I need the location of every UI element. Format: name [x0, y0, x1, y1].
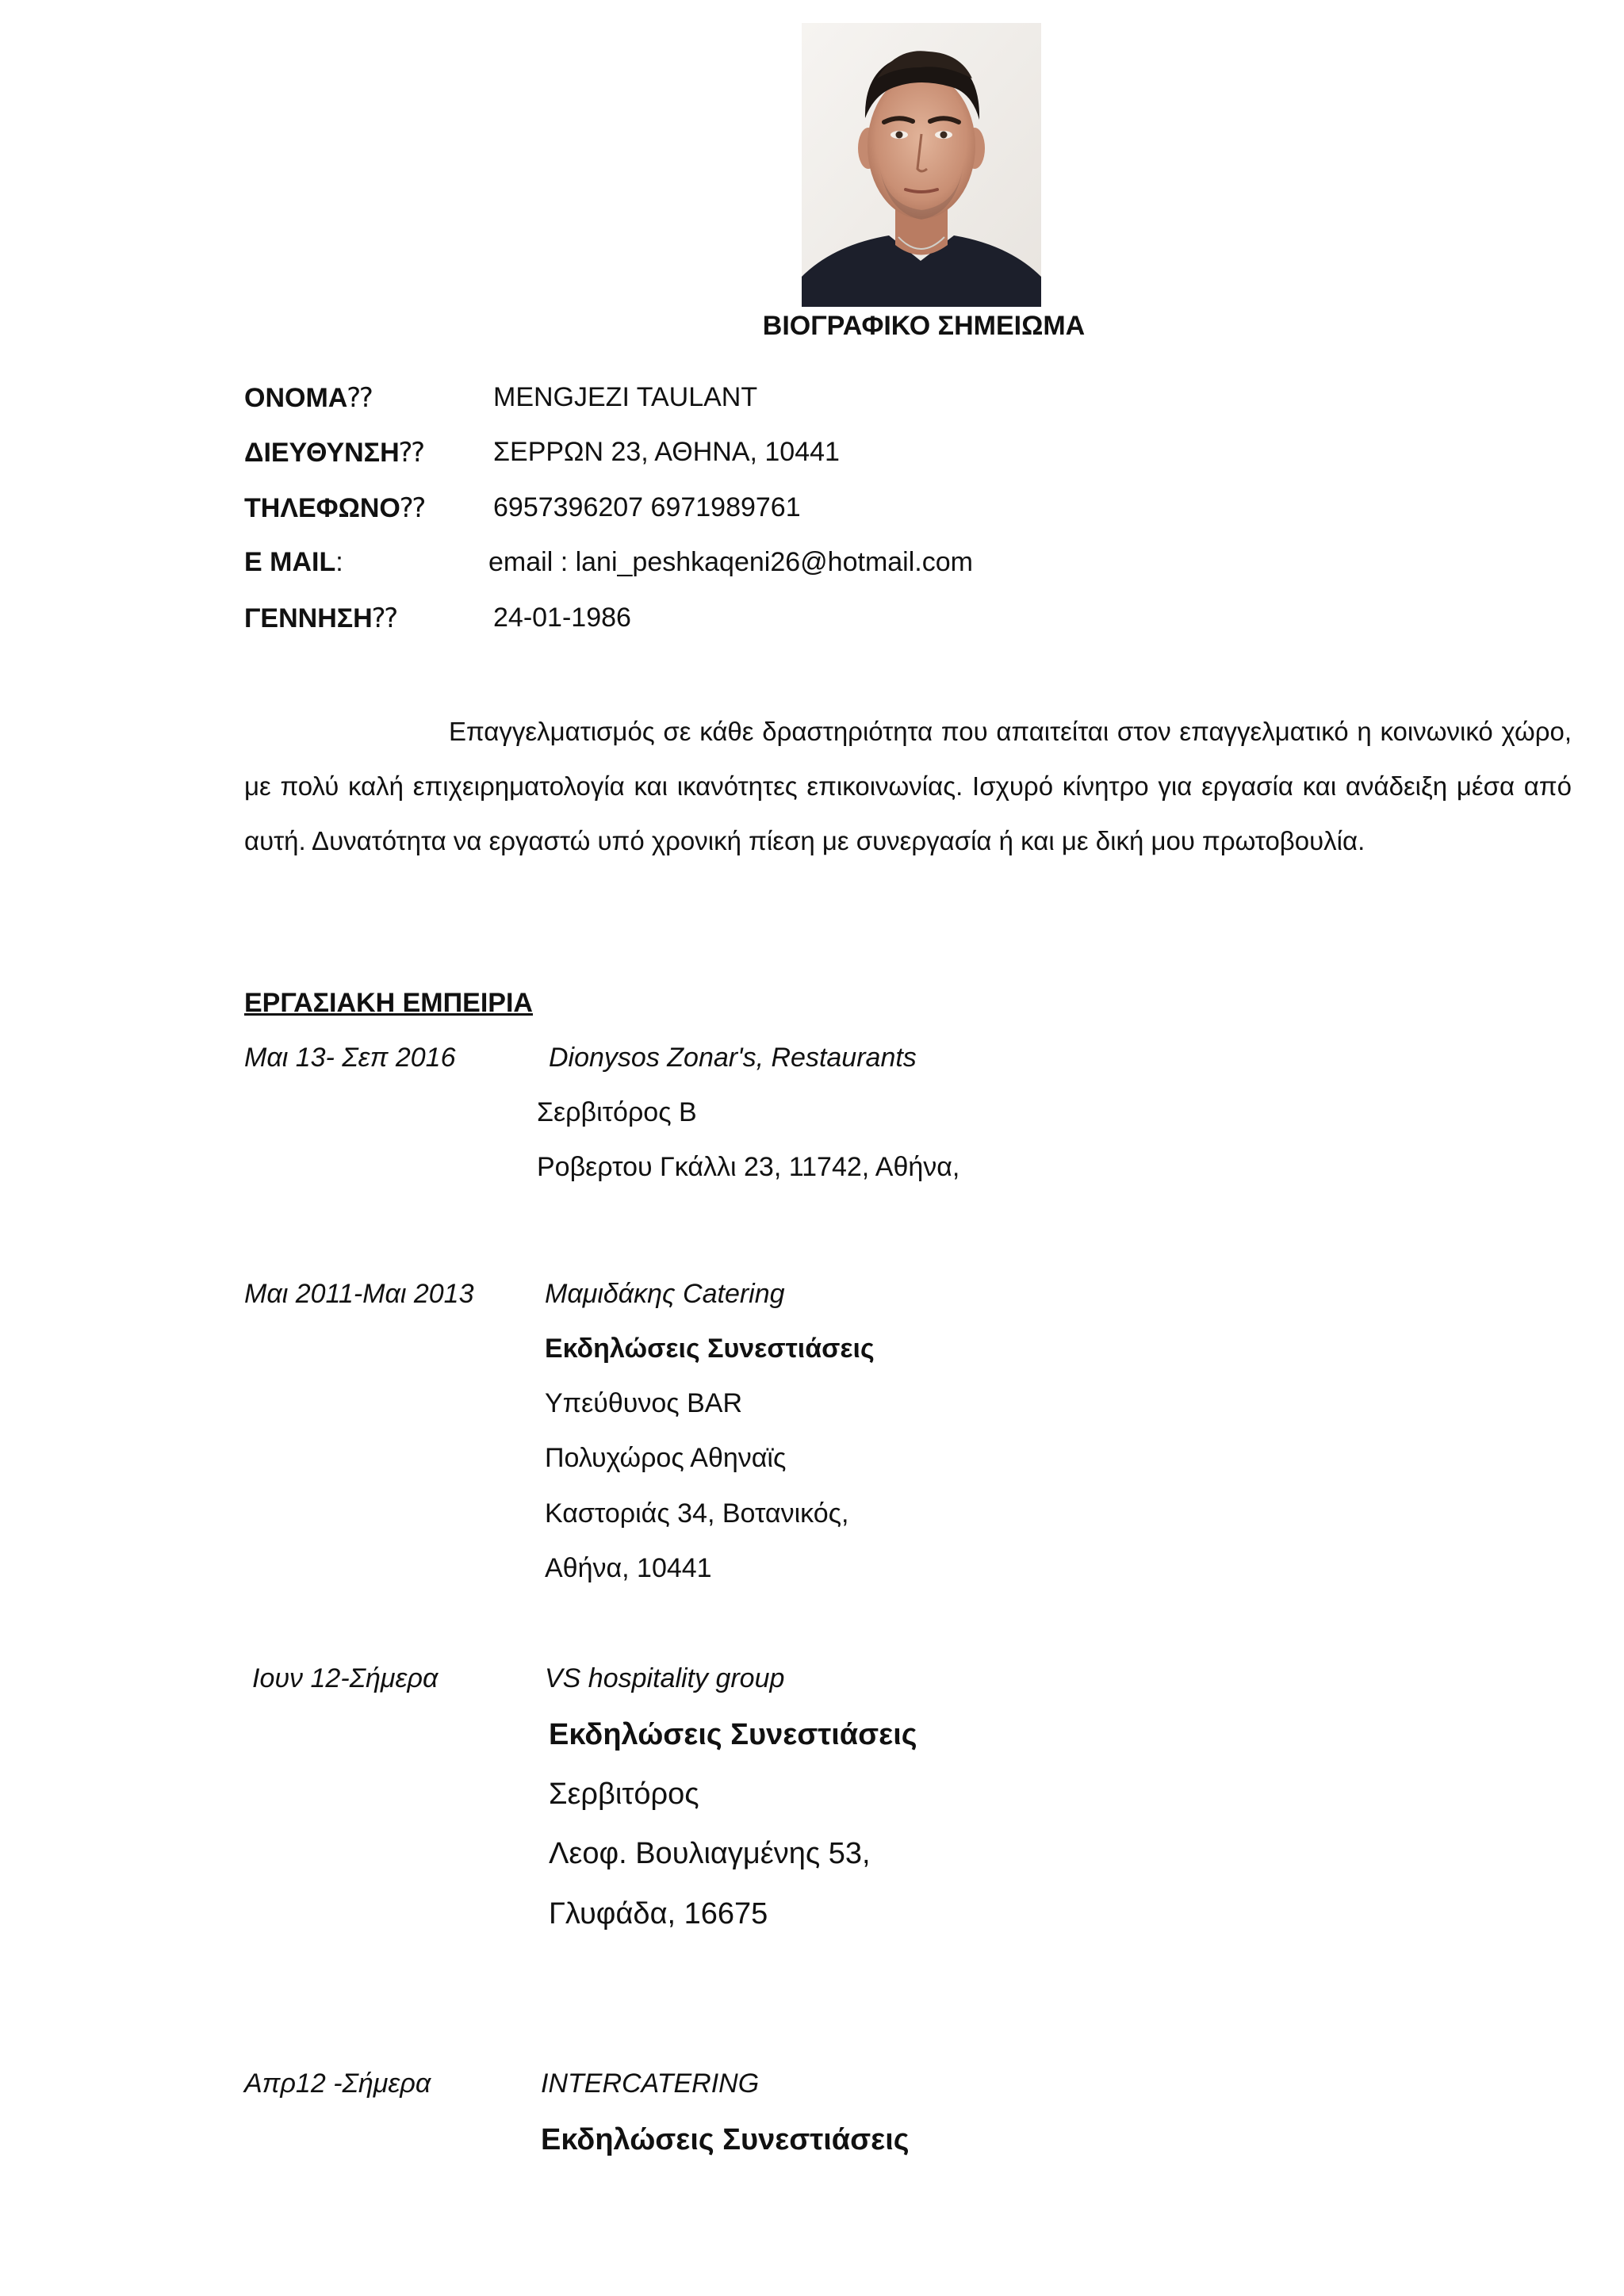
birth-value: 24-01-1986: [493, 603, 631, 633]
email-label-suffix: :: [335, 547, 343, 577]
experience-4-line-1: Εκδηλώσεις Συνεστιάσεις: [541, 2123, 910, 2156]
experience-4-date: Απρ12 -Σήμερα: [244, 2068, 431, 2099]
phone-label: [244, 492, 425, 524]
experience-3-line-3: Λεοφ. Βουλιαγμένης 53,: [549, 1837, 871, 1870]
phone-value: 6957396207 6971989761: [493, 492, 801, 522]
birth-label: [244, 603, 397, 634]
name-label: [244, 382, 373, 414]
name-label-text: ΟΝΟΜΑ: [244, 383, 348, 413]
experience-3-line-2: Σερβιτόρος: [549, 1777, 699, 1811]
name-value: MENGJEZI TAULANT: [493, 382, 758, 412]
experience-1-line-1: Σερβιτόρος Β: [537, 1097, 697, 1127]
experience-3-line-4: Γλυφάδα, 16675: [549, 1897, 768, 1931]
phone-label-suffix: ⁇: [400, 493, 426, 523]
experience-2-date: Μαι 2011-Μαι 2013: [244, 1279, 474, 1309]
experience-1-company: Dionysos Zonar's, Restaurants: [549, 1043, 917, 1073]
experience-4-company: INTERCATERING: [541, 2068, 760, 2099]
address-label-suffix: ⁇: [399, 438, 424, 468]
experience-3-line-1: Εκδηλώσεις Συνεστιάσεις: [549, 1718, 917, 1751]
birth-label-text: ΓΕΝΝΗΣΗ: [244, 603, 373, 633]
email-label: [244, 547, 343, 578]
address-value: ΣΕΡΡΩΝ 23, ΑΘΗΝΑ, 10441: [493, 437, 840, 467]
email-label-text: E MAIL: [244, 547, 336, 577]
experience-1-date: Μαι 13- Σεπ 2016: [244, 1043, 456, 1073]
email-value: email : lani_peshkaqeni26@hotmail.com: [488, 547, 973, 577]
experience-3-date: Ιουν 12-Σήμερα: [252, 1663, 439, 1693]
experience-1-line-2: Ροβερτου Γκάλλι 23, 11742, Αθήνα,: [537, 1152, 960, 1182]
experience-2-line-4: Καστοριάς 34, Βοτανικός,: [545, 1498, 849, 1529]
address-label: [244, 437, 424, 469]
summary-paragraph: Επαγγελματισμός σε κάθε δραστηριότητα που απαιτείται στον επαγγελματικό η κοινωνικό χώρο, με πολύ καλή επιχειρηματολογία και ικανότητες επικοινωνίας. Ισχυρό κίνητρο για εργασία και ανάδειξη μέσα από αυτή. Δυνατότητα να εργαστώ υπό χρονική πίεση με συνεργασία ή και με δική μου πρωτοβουλία.: [244, 717, 1572, 855]
portrait-photo: [802, 23, 1041, 307]
experience-2-line-2: Υπεύθυνος BAR: [545, 1388, 743, 1418]
address-label-text: ΔΙΕΥΘΥΝΣΗ: [244, 438, 400, 468]
experience-3-company: VS hospitality group: [545, 1663, 785, 1693]
experience-heading: ΕΡΓΑΣΙΑΚΗ ΕΜΠΕΙΡΙΑ: [244, 988, 533, 1018]
experience-2-line-5: Αθήνα, 10441: [545, 1553, 712, 1583]
name-label-suffix: ⁇: [347, 383, 373, 413]
birth-label-suffix: ⁇: [372, 603, 398, 633]
phone-label-text: ΤΗΛΕΦΩΝΟ: [244, 493, 400, 523]
experience-2-company: Μαμιδάκης Catering: [545, 1279, 785, 1309]
portrait-photo-image: [802, 23, 1041, 307]
experience-2-line-1: Εκδηλώσεις Συνεστιάσεις: [545, 1334, 875, 1364]
document-title: ΒΙΟΓΡΑΦΙΚΟ ΣΗΜΕΙΩΜΑ: [762, 311, 1086, 341]
experience-2-line-3: Πολυχώρος Αθηναϊς: [545, 1443, 787, 1473]
